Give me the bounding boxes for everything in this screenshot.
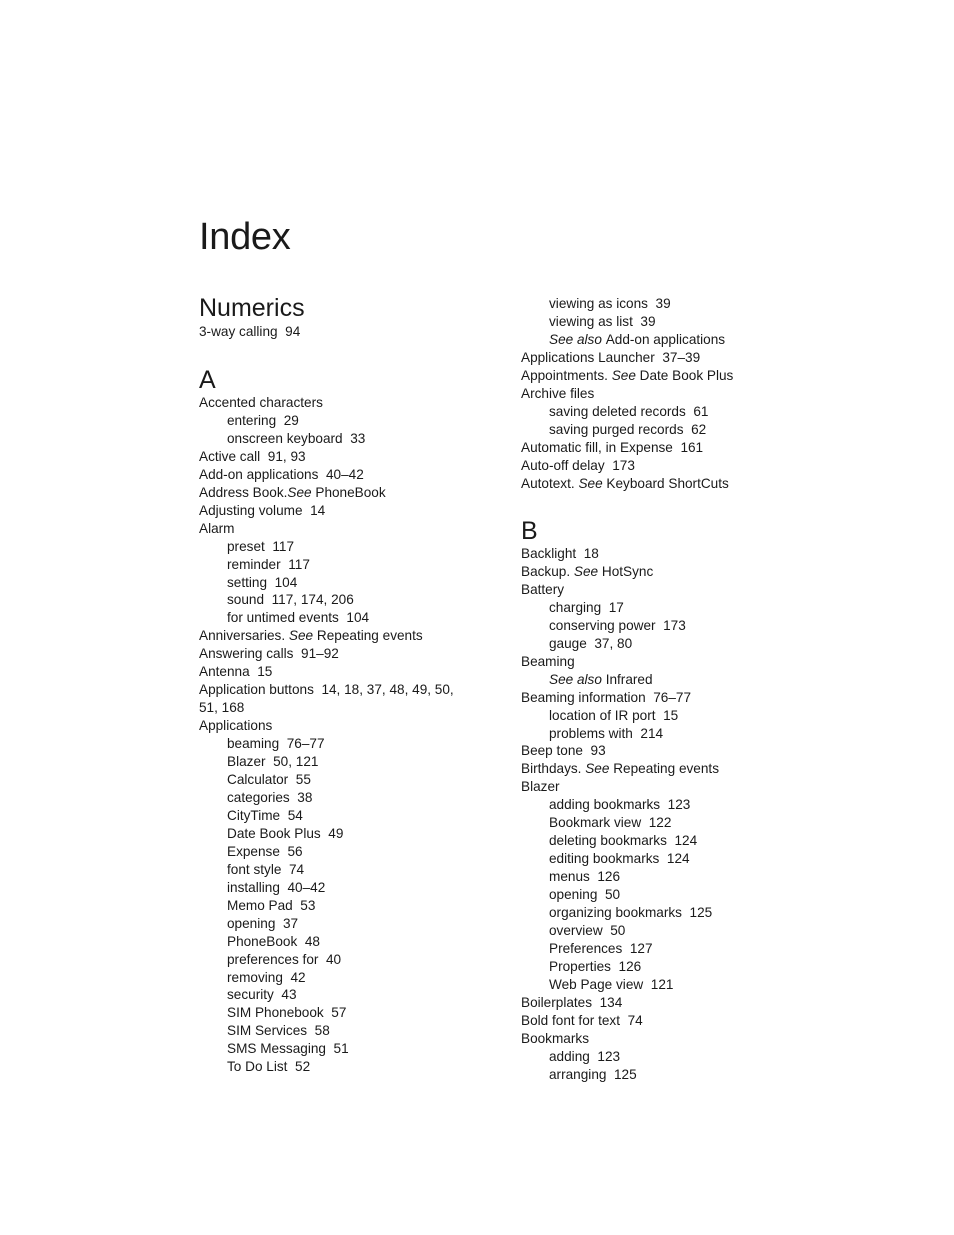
index-entry: Beaming (521, 653, 575, 669)
index-subentry: PhoneBook 48 (227, 933, 320, 949)
index-subentry: entering 29 (227, 412, 299, 428)
index-entry: Blazer (521, 779, 560, 795)
index-subentry: See also Infrared (549, 671, 653, 687)
index-entry: Active call 91, 93 (199, 448, 306, 464)
index-subentry: conserving power 173 (549, 617, 686, 633)
index-entry: Alarm (199, 520, 235, 536)
index-subentry: adding bookmarks 123 (549, 797, 691, 813)
index-subentry: SMS Messaging 51 (227, 1041, 349, 1057)
index-subentry: See also Add-on applications (549, 331, 726, 347)
index-entry: Accented characters (199, 395, 323, 410)
index-subentry: font style 74 (227, 861, 305, 877)
index-subentry: installing 40–42 (227, 879, 326, 895)
section-a (199, 365, 454, 1076)
index-subentry: deleting bookmarks 124 (549, 833, 698, 849)
index-entry: Applications (199, 718, 273, 734)
index-subentry: sound 117, 174, 206 (227, 592, 354, 608)
index-entry: 3-way calling 94 (199, 324, 301, 339)
index-subentry: preset 117 (227, 538, 295, 554)
index-subentry: gauge 37, 80 (549, 635, 633, 651)
index-subentry: SIM Phonebook 57 (227, 1005, 347, 1021)
section-heading-numerics: Numerics (199, 294, 305, 322)
index-subentry: opening 50 (549, 887, 621, 903)
index-entry: Battery (521, 581, 565, 597)
index-entry: Archive files (521, 385, 595, 401)
index-subentry: location of IR port 15 (549, 707, 679, 723)
index-subentry: setting 104 (227, 574, 298, 590)
index-subentry: editing bookmarks 124 (549, 851, 690, 867)
index-entry: Birthdays. See Repeating events (521, 761, 720, 777)
index-entry: Backup. See HotSync (521, 563, 654, 579)
index-entry: Automatic fill, in Expense 161 (521, 439, 704, 455)
page-title: Index (199, 216, 291, 258)
index-subentry: Properties 126 (549, 958, 642, 974)
section-heading-b: B (521, 517, 538, 545)
index-entry: Auto-off delay 173 (521, 457, 635, 473)
index-entry: Boilerplates 134 (521, 994, 623, 1010)
section-numerics (199, 293, 305, 341)
index-entry: Autotext. See Keyboard ShortCuts (521, 475, 729, 491)
index-subentry: Calculator 55 (227, 772, 311, 788)
index-subentry: To Do List 52 (227, 1059, 311, 1075)
index-entry: Answering calls 91–92 (199, 646, 339, 662)
index-subentry: menus 126 (549, 869, 621, 885)
index-subentry: overview 50 (549, 923, 626, 939)
index-subentry: onscreen keyboard 33 (227, 430, 366, 446)
index-subentry: CityTime 54 (227, 807, 303, 823)
index-entry: Appointments. See Date Book Plus (521, 367, 734, 383)
index-subentry: organizing bookmarks 125 (549, 905, 713, 921)
index-subentry: preferences for 40 (227, 951, 342, 967)
index-entry: Antenna 15 (199, 664, 273, 680)
index-subentry: Preferences 127 (549, 940, 653, 956)
index-subentry: Blazer 50, 121 (227, 754, 319, 770)
index-subentry: for untimed events 104 (227, 610, 370, 626)
index-entry: Beep tone 93 (521, 743, 606, 759)
index-entry: Bold font for text 74 (521, 1012, 643, 1028)
index-subentry: categories 38 (227, 789, 313, 805)
index-subentry: viewing as list 39 (549, 313, 656, 329)
index-subentry: SIM Services 58 (227, 1023, 330, 1039)
index-entry: Add-on applications 40–42 (199, 466, 364, 482)
index-entry: Application buttons 14, 18, 37, 48, 49, 50, (199, 682, 454, 698)
index-subentry: saving deleted records 61 (549, 403, 709, 419)
index-subentry: Bookmark view 122 (549, 815, 672, 831)
index-subentry: saving purged records 62 (549, 421, 707, 437)
index-subentry: adding 123 (549, 1048, 621, 1064)
index-subentry: problems with 214 (549, 725, 664, 741)
index-entry: Anniversaries. See Repeating events (199, 628, 423, 644)
index-subentry: Memo Pad 53 (227, 897, 316, 913)
index-entry: Beaming information 76–77 (521, 689, 692, 705)
section-a-continued (521, 295, 733, 492)
index-entry: Adjusting volume 14 (199, 502, 326, 518)
index-subentry: viewing as icons 39 (549, 296, 671, 311)
index-entry-continuation: 51, 168 (199, 700, 245, 716)
section-heading-a: A (199, 366, 216, 394)
index-subentry: beaming 76–77 (227, 736, 325, 752)
index-entry: Backlight 18 (521, 546, 599, 561)
index-entry: Bookmarks (521, 1030, 589, 1046)
index-subentry: security 43 (227, 987, 297, 1003)
index-subentry: arranging 125 (549, 1066, 637, 1082)
index-subentry: reminder 117 (227, 556, 310, 572)
section-b (521, 516, 719, 1084)
index-entry: Applications Launcher 37–39 (521, 349, 701, 365)
index-subentry: Date Book Plus 49 (227, 825, 344, 841)
index-subentry: Web Page view 121 (549, 976, 674, 992)
index-entry: Address Book.See PhoneBook (199, 484, 386, 500)
index-subentry: Expense 56 (227, 843, 303, 859)
index-subentry: removing 42 (227, 969, 306, 985)
index-subentry: opening 37 (227, 915, 299, 931)
index-subentry: charging 17 (549, 599, 624, 615)
